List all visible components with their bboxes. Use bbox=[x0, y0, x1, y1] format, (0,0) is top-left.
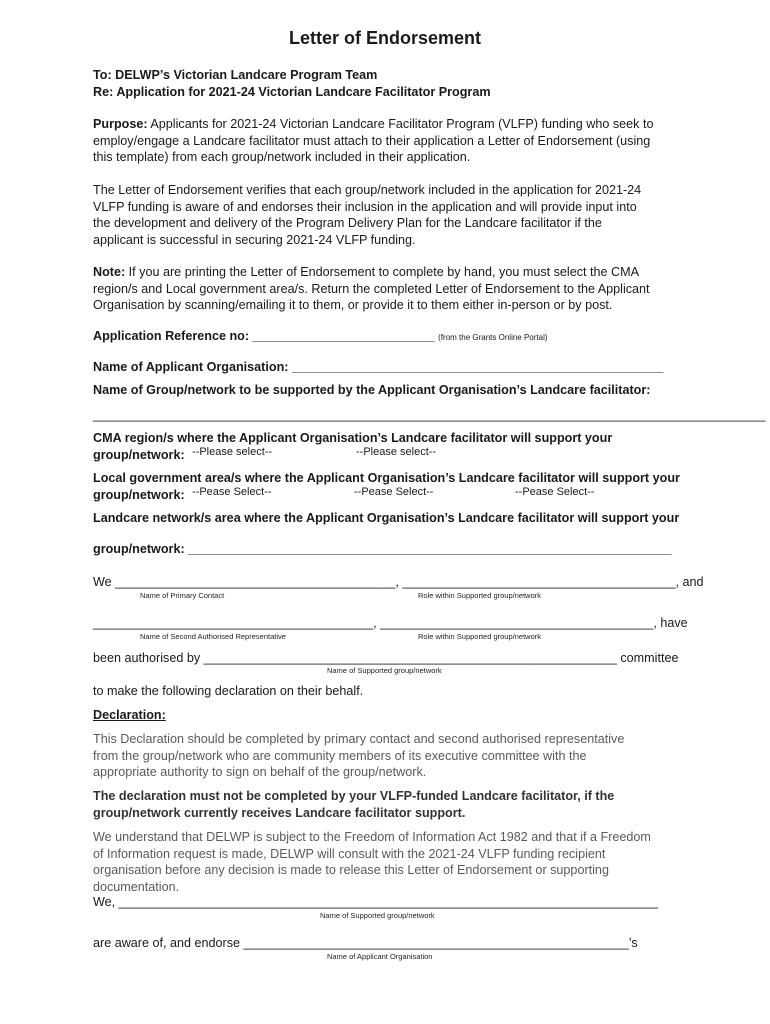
app-ref-label: Application Reference no: __________________________ bbox=[93, 329, 435, 343]
app-ref-field[interactable] bbox=[93, 329, 548, 343]
re-line: Re: Application for 2021-24 Victorian Landcare Facilitator Program bbox=[93, 85, 491, 99]
primary-contact-caption: Name of Primary Contact bbox=[140, 591, 225, 600]
authorised-caption: Name of Supported group/network bbox=[327, 666, 442, 675]
applicant-org-field[interactable]: Name of Applicant Organisation: _____________________________________________________ bbox=[93, 360, 664, 374]
lga-select-1[interactable]: --Pease Select-- bbox=[192, 486, 272, 498]
document-title: Letter of Endorsement bbox=[288, 28, 482, 48]
declaration-paragraph-2 bbox=[93, 788, 683, 821]
declaration-text: appropriate authority to sign on behalf of the group/network. bbox=[93, 765, 427, 780]
foi-text: We understand that DELWP is subject to the Freedom of Information Act 1982 and that if a Freedom bbox=[93, 830, 651, 844]
landcare-network-field[interactable]: group/network: _____________________________________________________________________ bbox=[93, 542, 672, 556]
declaration-heading: Declaration: bbox=[93, 708, 166, 722]
second-rep-caption: Name of Second Authorised Representative bbox=[140, 632, 286, 641]
purpose-text: Applicants for 2021-24 Victorian Landcare Facilitator Program (VLFP) funding who seek to bbox=[147, 117, 654, 131]
to-line: To: DELWP’s Victorian Landcare Program Team bbox=[93, 68, 378, 82]
declaration-text: from the group/network who are community members of its executive committee with the bbox=[93, 748, 587, 763]
note-paragraph bbox=[93, 264, 683, 314]
endorse-caption: Name of Applicant Organisation bbox=[327, 952, 433, 961]
make-declaration-text: to make the following declaration on their behalf. bbox=[93, 684, 364, 698]
foi-text: documentation. bbox=[93, 879, 180, 894]
purpose-text: this template) from each group/network included in their application. bbox=[93, 150, 471, 165]
group-name-label: Name of Group/network to be supported by the Applicant Organisation’s Landcare facilitator: bbox=[93, 383, 651, 397]
purpose-text: employ/engage a Landcare facilitator must attach to their application a Letter of Endorsement (using bbox=[93, 133, 651, 148]
second-role-caption: Role within Supported group/network bbox=[418, 632, 541, 641]
verify-text: applicant is successful in securing 2021-24 VLFP funding. bbox=[93, 232, 416, 247]
lga-select-2[interactable]: --Pease Select-- bbox=[354, 486, 434, 498]
landcare-network-label: Landcare network/s area where the Applicant Organisation’s Landcare facilitator will support your bbox=[93, 511, 680, 525]
declaration-warning: The declaration must not be completed by your VLFP-funded Landcare facilitator, if the bbox=[93, 789, 615, 803]
declaration-warning: group/network currently receives Landcare facilitator support. bbox=[93, 805, 466, 820]
primary-contact-field[interactable]: We ________________________________________, _______________________________________, and bbox=[93, 575, 704, 589]
foi-text: organisation before any decision is made to release this Letter of Endorsement or supporting bbox=[93, 863, 609, 878]
declaration-paragraph-3 bbox=[93, 829, 683, 895]
declaration-text: This Declaration should be completed by primary contact and second authorised representative bbox=[93, 732, 625, 746]
note-label: Note: bbox=[93, 265, 126, 279]
authorised-by-field[interactable]: been authorised by ___________________________________________________________ committee bbox=[93, 651, 679, 665]
note-text: region/s and Local government area/s. Return the completed Letter of Endorsement to the Applicant bbox=[93, 281, 650, 296]
lga-label-2: group/network: bbox=[93, 488, 185, 502]
foi-text: of Information request is made, DELWP will consult with the 2021-24 VLFP funding recipient bbox=[93, 846, 606, 861]
verify-text: The Letter of Endorsement verifies that each group/network included in the application for 2021-24 bbox=[93, 183, 642, 197]
endorse-field[interactable]: are aware of, and endorse _______________________________________________________’s bbox=[93, 936, 638, 950]
declaration-paragraph-1 bbox=[93, 731, 683, 781]
purpose-label: Purpose: bbox=[93, 117, 148, 131]
cma-select-1[interactable]: --Please select-- bbox=[192, 446, 273, 458]
cma-label: CMA region/s where the Applicant Organisation’s Landcare facilitator will support your bbox=[93, 431, 613, 445]
primary-role-caption: Role within Supported group/network bbox=[418, 591, 541, 600]
group-name-input-line[interactable]: ________________________________________________________________________________________________ bbox=[93, 408, 766, 422]
app-ref-hint: (from the Grants Online Portal) bbox=[438, 333, 548, 342]
lga-select-3[interactable]: --Pease Select-- bbox=[515, 486, 595, 498]
supported-group-field[interactable]: We, _____________________________________________________________________________ bbox=[93, 895, 658, 909]
verify-text: the development and delivery of the Program Delivery Plan for the Landcare facilitator if the bbox=[93, 216, 602, 231]
note-text: If you are printing the Letter of Endorsement to complete by hand, you must select the CMA bbox=[125, 265, 640, 279]
purpose-paragraph bbox=[93, 116, 683, 166]
note-text: Organisation by scanning/emailing it to them, or provide it to them either in-person or by post. bbox=[93, 298, 613, 313]
second-rep-field[interactable]: ________________________________________, _______________________________________, have bbox=[93, 616, 688, 630]
lga-label: Local government area/s where the Applicant Organisation’s Landcare facilitator will support your bbox=[93, 471, 680, 485]
verify-text: VLFP funding is aware of and endorses their inclusion in the application and will provide input into bbox=[93, 199, 637, 214]
cma-label-2: group/network: bbox=[93, 448, 185, 462]
cma-select-2[interactable]: --Please select-- bbox=[356, 446, 437, 458]
verify-paragraph bbox=[93, 182, 683, 248]
supported-group-caption: Name of Supported group/network bbox=[320, 911, 435, 920]
